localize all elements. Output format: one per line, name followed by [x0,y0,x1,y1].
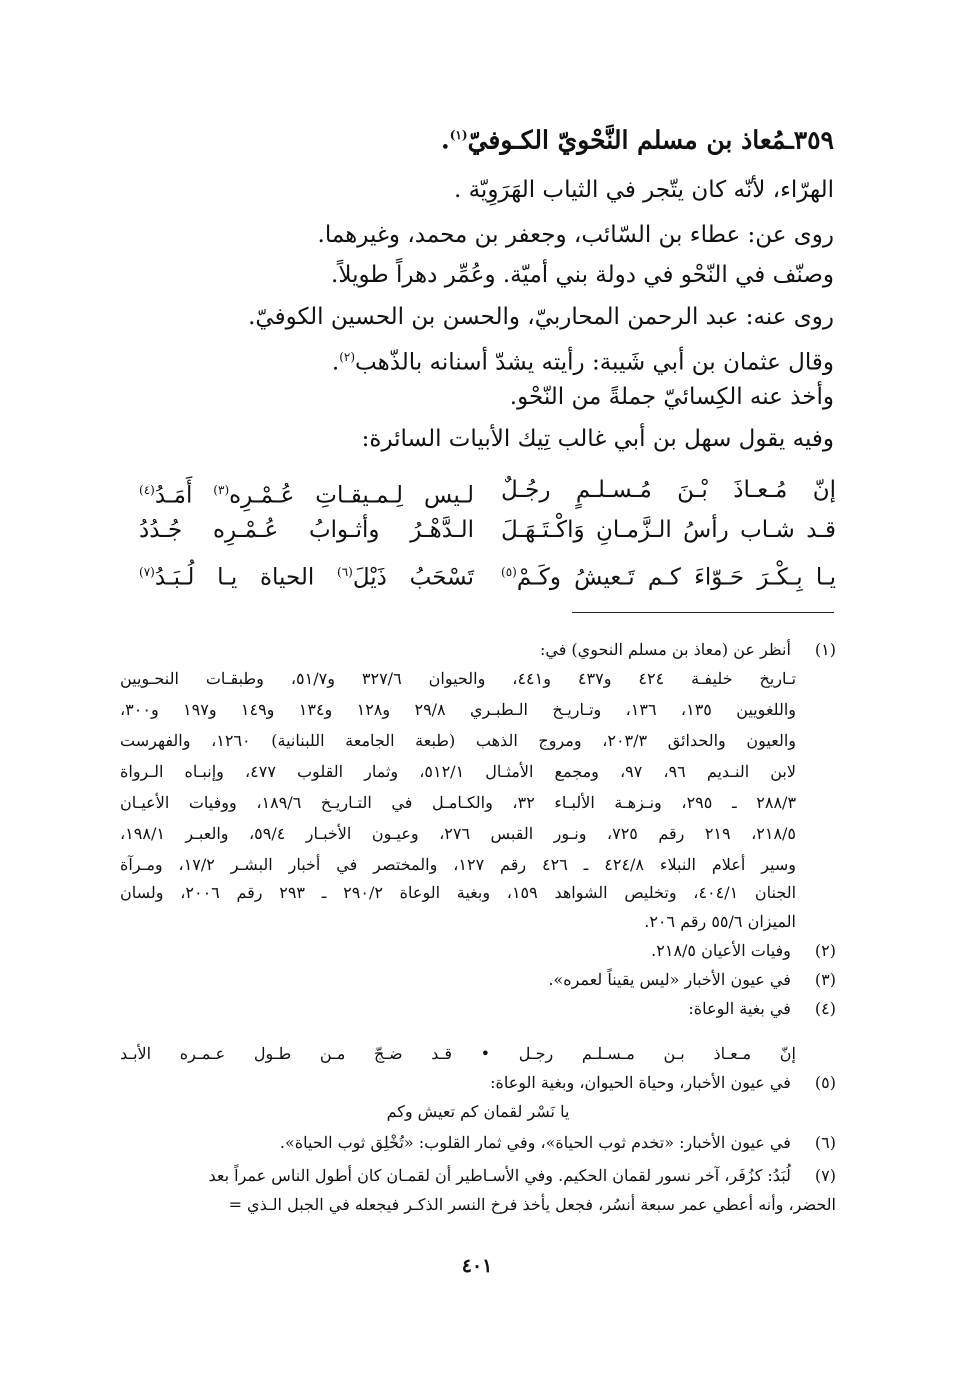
verse-1-second-hemistich: لـيس لِـمـيقـاتِ عُـمْـرِه$^{(٣)}$ أَمَـدُ$^{(٤)}$ [139,482,474,509]
footnote-4: (٤) في بغية الوعاة: [120,995,836,1022]
body-line-6: وأخذ عنه الكِسائيّ جملةً من النّحْو. [509,384,834,410]
footnote-ref-6: (٦) [337,565,353,579]
footnote-1-line: الجنان ٤٠٤/١، وتخليص الشواهد ١٥٩، وبغية الوعاة ٢٩٠/٢ ـ ٢٩٣ رقم ٢٠٠٦، ولسان [120,883,797,902]
footnote-ref-2: (٢) [339,350,356,364]
verse-3-second-hemistich: تَسْحَبُ ذَيْلَ$^{(٦)}$ الحياة يـا لُـبَـدُ$^{(٧)}$ [139,564,474,591]
footnote-3: (٣) في عيون الأخبار «ليس يقيناً لعمره». [120,966,836,993]
footnote-number: (٤) [814,999,836,1018]
footnote-number: (٣) [814,970,836,989]
footnote-7: (٧) لُبَدُ: كزُفَر، آخر نسور لقمان الحكيم. وفي الأسـاطير أن لقمـان كان أطول الناس عمراً بعد [120,1162,836,1189]
body-line-7: وفيه يقول سهل بن أبي غالب تِيك الأبيات السائرة: [361,426,834,452]
verse-3-first-hemistich: يـا بِـكْـرَ حَـوّاءَ كـم تَـعيشُ وكَـمْ$^{(٥)}$ [501,564,836,591]
footnote-1-line: ٢٨٨/٣ ـ ٢٩٥، ونـزهـة الألبـاء ٣٢، والكـامـل في التـاريـخ ١٨٩/٦، ووفيات الأعيـان [120,793,797,812]
footnote-1-line: والعيون والحدائق ٢٠٣/٣، ومروج الذهب (طبعة الجامعة اللبنانية) ١٢٦٠، والفهرست [120,731,797,750]
footnote-1-last-line: الميزان ٥٥/٦ رقم ٢٠٦. [644,912,796,931]
footnote-4-verse: إنّ مـعـاذ بـن مـسـلـم رجـل • قـد ضـجّ مـن طـول عـمـره الأبـد [120,1044,796,1063]
body-line-2: روى عن: عطاء بن السّائب، وجعفر بن محمد، وغيرهما. [317,222,834,248]
footnote-ref-7: (٧) [139,565,155,579]
body-line-5: وقال عثمان بن أبي شَيبة: رأيته يشدّ أسنانه بالذّهب$^{(٢)}$. [331,349,834,376]
footnote-ref-1: (١) [449,128,468,142]
footnote-separator [572,612,834,613]
verse-2-second-hemistich: الـدَّهْـرُ وأثـوابُ عُـمْـرِه جُـدُدُ [139,517,474,543]
verse-1-first-hemistich: إنّ مُـعـاذَ بْـنَ مُـسـلـمٍ رجُـلٌ [501,477,836,503]
footnote-number: (٧) [814,1166,836,1185]
footnote-number: (٦) [814,1133,836,1152]
footnote-number: (٢) [814,941,836,960]
body-line-1: الهرّاء، لأنّه كان يتّجر في الثياب الهَرَوِيّة . [453,177,834,203]
footnote-5: (٥) في عيون الأخبار، وحياة الحيوان، وبغية الوعاة: [120,1069,836,1096]
footnote-ref-4: (٤) [139,483,155,497]
footnote-ref-3: (٣) [213,483,230,497]
footnote-number: (١) [814,640,836,659]
footnote-1-line: ٢١٨/٥، ٢١٩ رقم ٧٢٥، ونـور القبس ٢٧٦، وعيـون الأخبـار ٥٩/٤، والعبـر ١٩٨/١، [120,824,797,843]
footnote-ref-5: (٥) [501,565,517,579]
footnote-1-line: تـاريخ خليفـة ٤٢٤ و٤٣٧ و٤٤١، والحيوان ٣٢٧/٦ و٥١/٧، وطبقـات النحـويين [120,669,797,688]
footnote-number: (٥) [814,1073,836,1092]
body-line-3: وصنّف في النّحْو في دولة بني أميّة. وعُمِّر دهراً طويلاً. [331,262,834,288]
entry-heading: ٣٥٩ـمُعاذ بن مسلم النَّحْويّ الكـوفيّ$^{(١)}$. [441,125,834,155]
footnote-6: (٦) في عيون الأخبار: «تخدم ثوب الحياة»، وفي ثمار القلوب: «تُخْلِق ثوب الحياة». [120,1129,836,1156]
footnote-2: (٢) وفيات الأعيان ٢١٨/٥. [120,937,836,964]
footnote-1-head: (١) أنظر عن (معاذ بن مسلم النحوي) في: [120,636,836,663]
footnote-1-line: وسير أعلام النبلاء ٤٢٤/٨ ـ ٤٢٦ رقم ١٢٧، والمختصر في أخبار البشـر ١٧/٢، ومـرآة [120,855,796,874]
body-line-4: روى عنه: عبد الرحمن المحاربيّ، والحسن بن الحسين الكوفيّ. [248,304,834,330]
page-number: ٤٠١ [461,1255,493,1277]
footnote-1-line: واللغويين ١٣٥، ١٣٦، وتـاريـخ الـطبـري ٢٩/٨ و١٢٨ و١٣٤ و١٤٩ و١٩٧ و٣٠٠، [120,700,797,719]
entry-number: ٣٥٩ـ [786,125,834,155]
footnote-1-line: لابن النـديم ٩٦، ٩٧، ومجمع الأمثـال ٥١٢/١، وثمار القلوب ٤٧٧، وإنبـاه الـرواة [120,762,797,781]
entry-name: مُعاذ بن مسلم النَّحْويّ الكـوفيّ [467,125,787,155]
verse-2-first-hemistich: قـد شـاب رأسُ الـزَّمـانِ وَاكْـتَـهَـلَ [501,517,836,543]
footnote-7-line-2: الحضر، وأنه أعطي عمر سبعة أنسُر، فجعل يأخذ فرخ النسر الذكـر فيجعله في الجبل الـذي = [228,1195,836,1214]
footnote-5-verse: يا نَسْر لقمان كم تعيش وكم [386,1102,570,1121]
